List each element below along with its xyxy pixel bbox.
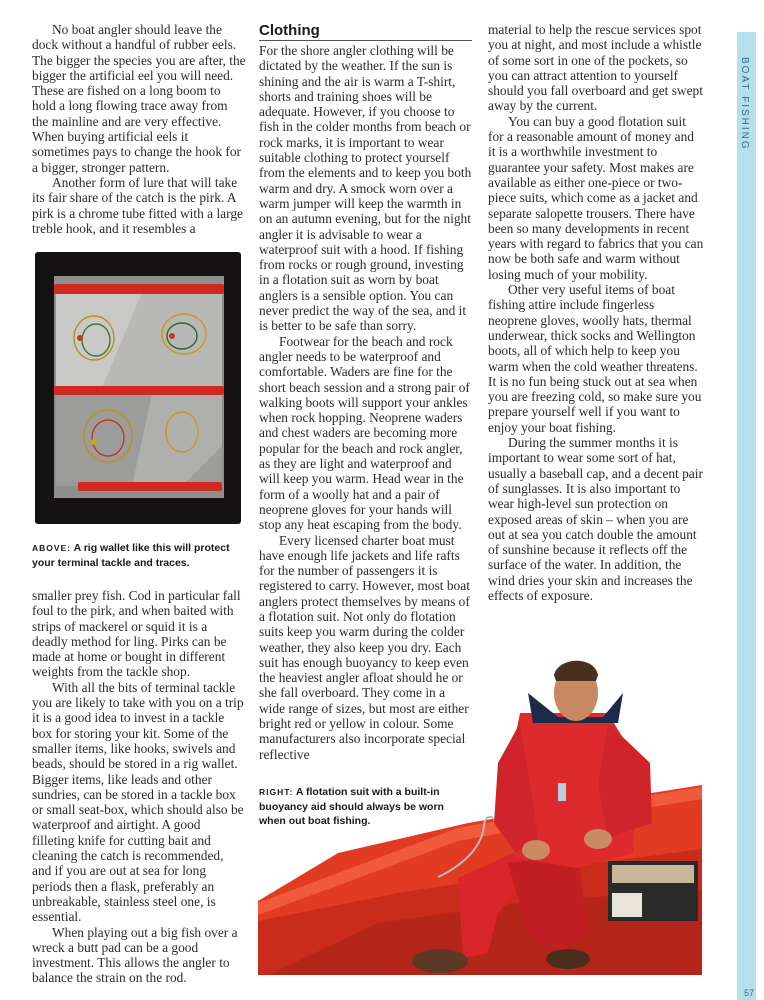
caption-text: A rig wallet like this will protect your terminal tackle and traces. — [32, 542, 230, 569]
paragraph: For the shore angler clothing will be dictated by the weather. If the sun is shining and the air is warm a T-shirt, shorts and training shoes will be adequate. However, if you choose to fish in the colder months from beach or rock marks, it is important to wear suitable clothing to protect yourself from the elements and to keep you both warm and dry. A smock worn over a warm jumper will keep the warmth in on an autumn evening, but for the night angler it is advisable to wear a waterproof suit with a hood. If fishing from rocks or rough ground, investing in a flotation suit as worn by boat anglers is a sensible option. You can never predict the way of the sea, and it is better to be safe than sorry. — [259, 43, 472, 334]
column-middle — [259, 22, 472, 762]
caption-wallet — [32, 541, 246, 570]
paragraph: Other very useful items of boat fishing attire include fingerless neoprene gloves, woolly hats, thermal underwear, thick socks and Wellington boots, all of which help to keep you warm when the cold weather threatens. It is no fun being stuck out at sea when you are freezing cold, so make sure you prepare yourself well if you want to enjoy your boat fishing. — [488, 282, 702, 435]
paragraph: During the summer months it is important to wear some sort of hat, usually a baseball cap, and a decent pair of sunglasses. It is also important to wear high-level sun protection on exposed areas of skin – when you are out at sea you catch double the amount of sunshine because it reflects off the surface of the water. In addition, the wind dries your skin and increases the effects of exposure. — [488, 435, 703, 603]
paragraph: With all the bits of terminal tackle you are likely to take with you on a trip it is a good idea to invest in a tackle box for storing your kit. Some of the smaller items, like hooks, swivels and beads, should be stored in a rig wallet. Bigger items, like leads and other sundries, can be stored in a tackle box or small seat-box, which should also be waterproof and airtight. A good filleting knife for cutting bait and cleaning the catch is recommended, and if you are out at sea for long periods then a flask, preferably an unbreakable, stainless steel one, is essential. — [32, 679, 244, 925]
rig-wallet-photo — [32, 246, 243, 526]
side-tab-label: BOAT FISHING — [739, 57, 750, 151]
column-left — [32, 22, 246, 236]
caption-suit — [259, 785, 464, 829]
section-heading-clothing: Clothing — [259, 23, 472, 41]
paragraph: material to help the rescue services spot you at night, and most include a whistle of some sort in one of the pockets, so you can attract attention to yourself should you fall overboard and get swept away by the current. — [488, 22, 703, 114]
paragraph: Every licensed charter boat must have enough life jackets and life rafts for the number of passengers it is registered to carry. However, most boat anglers protect themselves by means of a flotation suit. Not only do flotation suits keep you warm during the colder weather, they also keep you dry. Each suit has enough buoyancy to keep even the heaviest angler afloat should he or she fall overboard. They come in a wide range of sizes, but most are either bright red or yellow in colour. Some manufacturers also incorporate special reflective — [259, 532, 470, 762]
caption-text: A flotation suit with a built-in buoyancy aid should always be worn when out boat fishing. — [259, 786, 444, 827]
page-number: 57 — [744, 988, 755, 998]
caption-lead: ABOVE: — [32, 543, 72, 553]
paragraph: Another form of lure that will take its fair share of the catch is the pirk. A pirk is a chrome tube fitted with a large treble hook, and it resembles a — [32, 174, 243, 236]
paragraph: You can buy a good flotation suit for a reasonable amount of money and it is a worthwhile investment to guarantee your safety. Most makes are available as either one-piece or two-piece suits, which come as a jacket and separate salopette trousers. There have been so many developments in recent years with regard to fabrics that you can now be both safe and warm without losing much of your mobility. — [488, 113, 704, 282]
caption-lead: RIGHT: — [259, 787, 294, 797]
section-side-tab — [737, 32, 756, 1000]
paragraph: When playing out a big fish over a wreck a butt pad can be a good investment. This allows the angler to balance the strain on the rod. — [32, 924, 238, 986]
column-right — [488, 22, 704, 603]
column-left-continued — [32, 588, 246, 986]
paragraph: No boat angler should leave the dock without a handful of rubber eels. The bigger the species you are after, the bigger the artificial eel you will need. These are fished on a long boom to hold a long flowing trace away from the mainline and are very effective. When buying artificial eels it sometimes pays to change the hook for a bigger, stronger pattern. — [32, 22, 246, 175]
paragraph: Footwear for the beach and rock angler needs to be waterproof and comfortable. Waders are fine for the short beach session and a strong pair of walking boots will support your ankles when rock hopping. Neoprene waders and chest waders are becoming more popular for the beach and rock angler, as they are light and waterproof and will keep you warm. Head wear in the form of a woolly hat and a pair of neoprene gloves for your hands will stop any heat escaping from the body. — [259, 333, 470, 533]
paragraph: smaller prey fish. Cod in particular fall foul to the pirk, and when baited with strips of mackerel or squid it is a deadly method for ling. Pirks can be made at home or bought in different weights from the tackle shop. — [32, 588, 241, 680]
